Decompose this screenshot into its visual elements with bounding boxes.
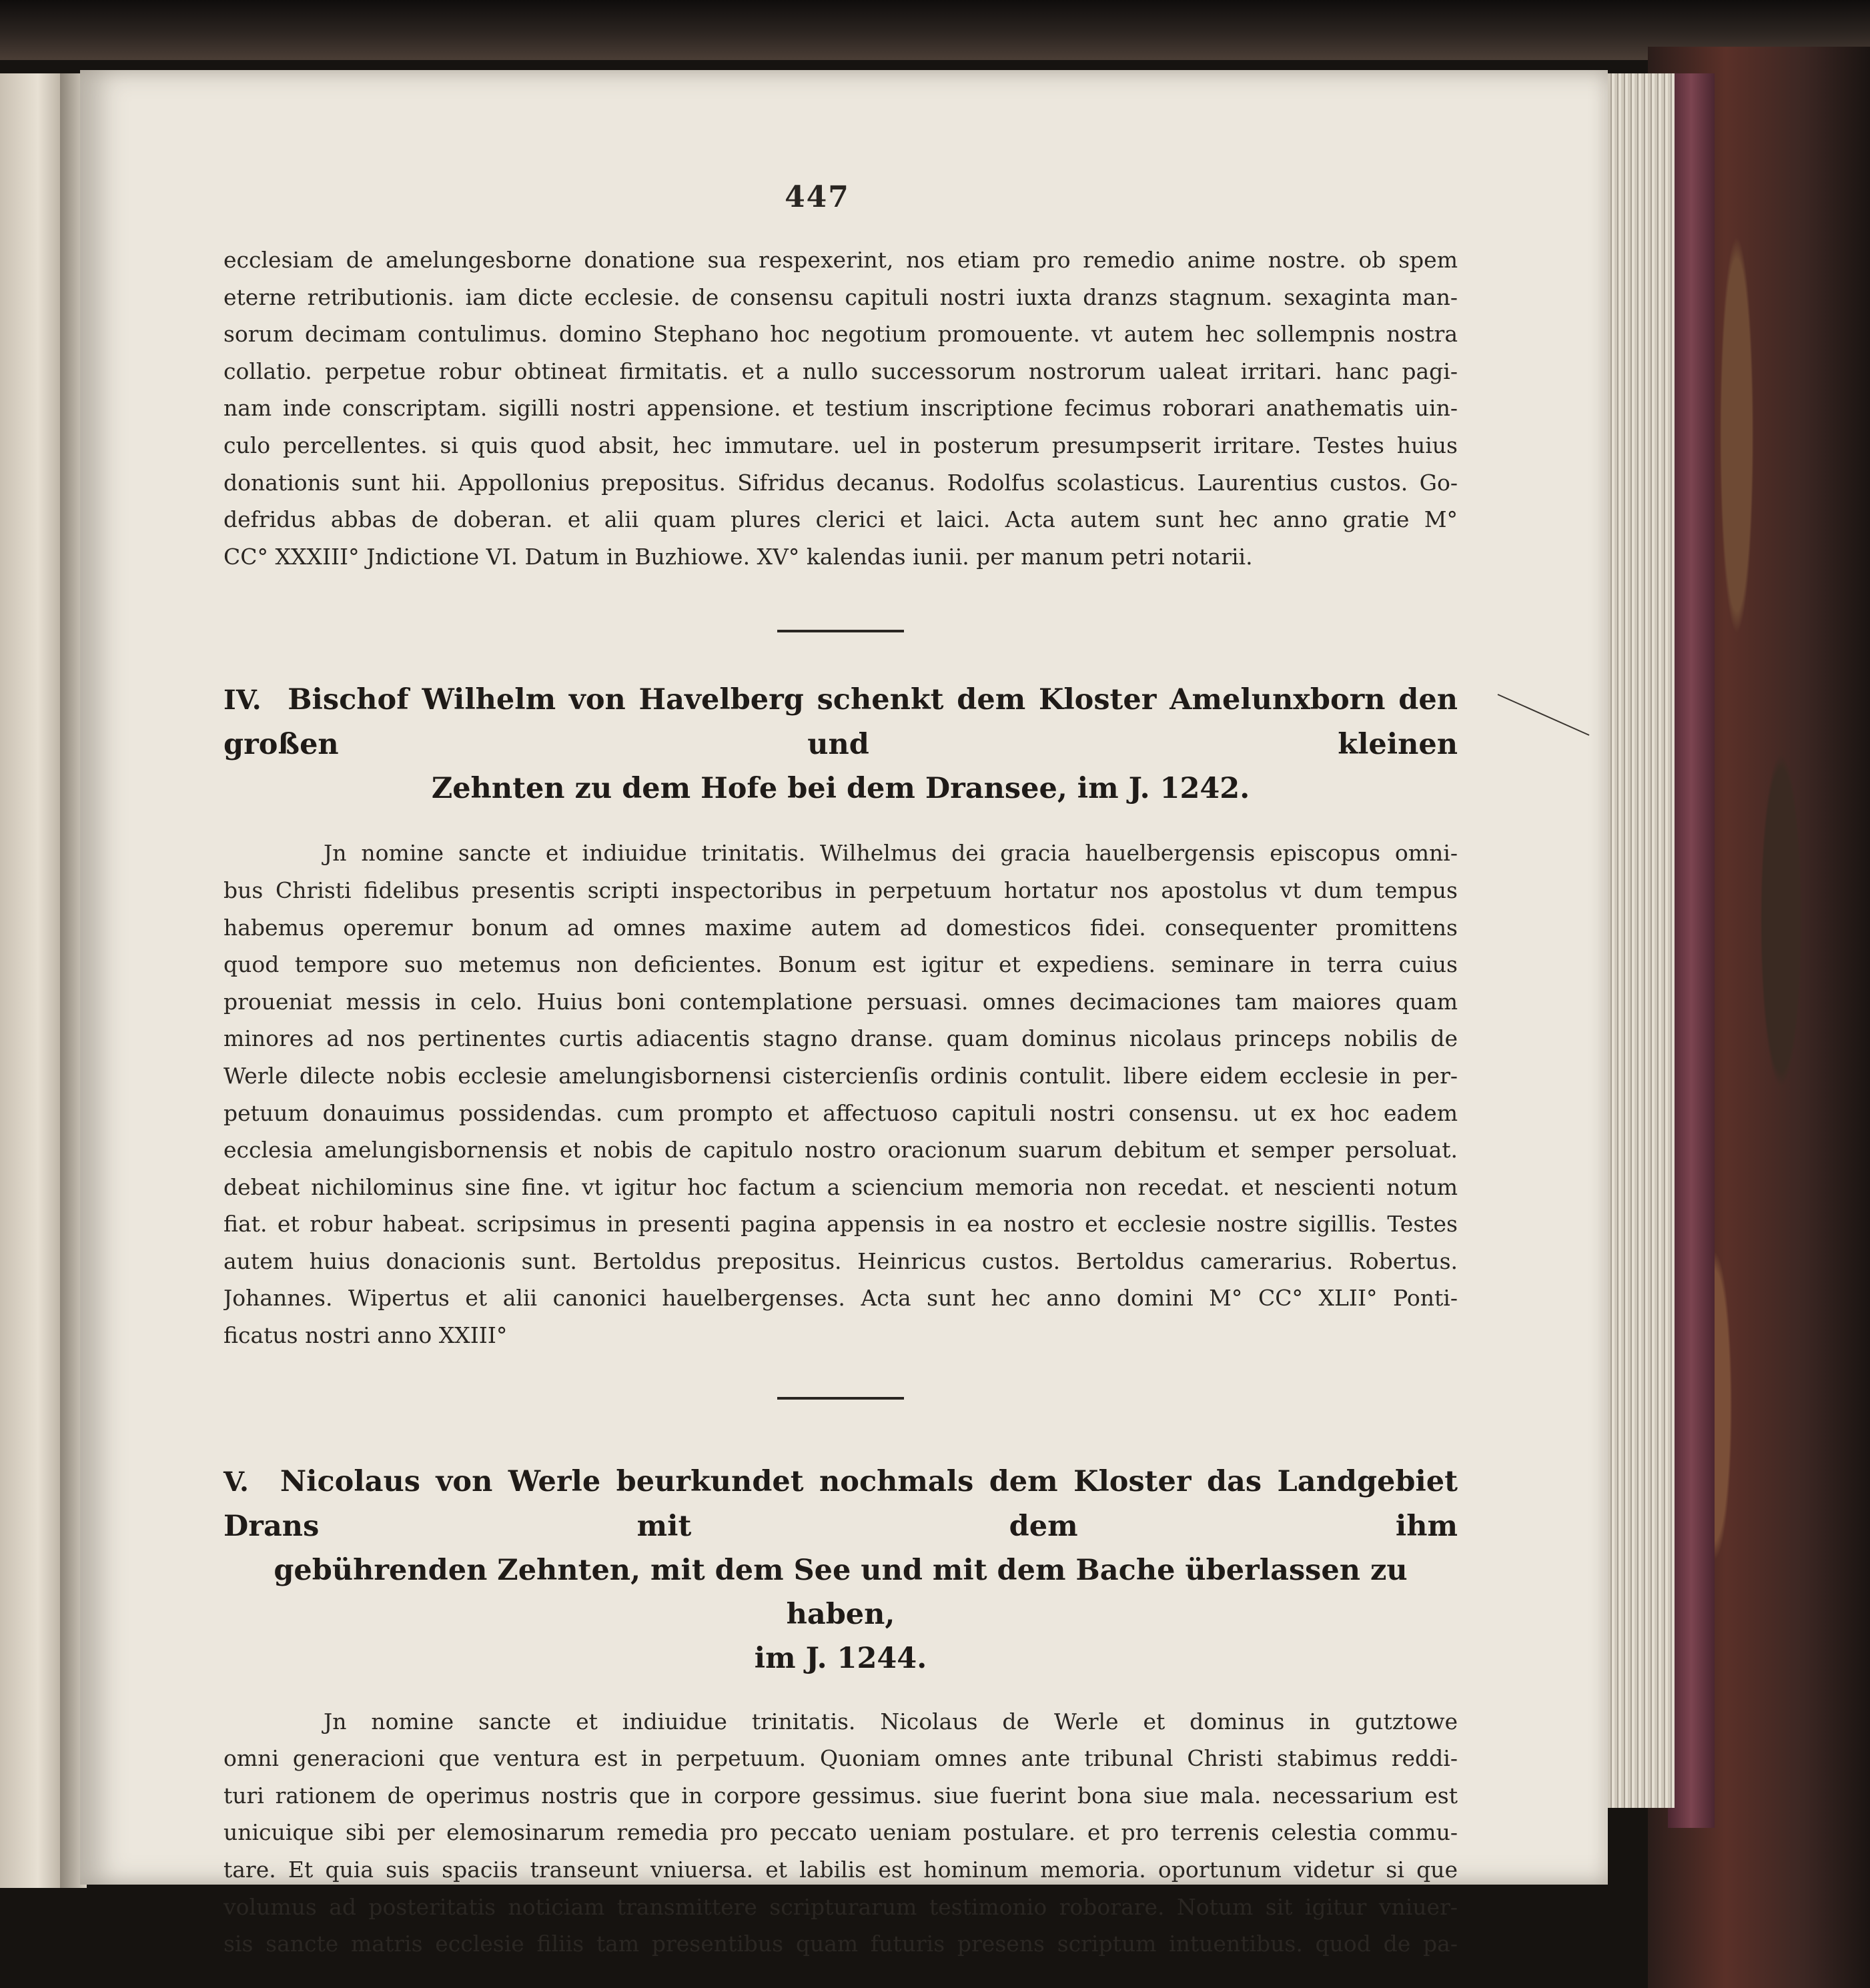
section-title: Bischof Wilhelm von Havelberg schenkt dem Kloster Amelunxborn den großen und kleinen xyxy=(223,683,1458,762)
text-line: proueniat messis in celo. Huius boni contemplatione persuasi. omnes decimaciones tam maiores quam xyxy=(223,988,1458,1015)
text-line: omni generacioni que ventura est in perpetuum. Quoniam omnes ante tribunal Christi stabimus reddi- xyxy=(223,1745,1458,1772)
text-line: quod tempore suo metemus non deficientes. Bonum est igitur et expediens. seminare in terra cuius xyxy=(223,951,1458,978)
section-title-year: im J. 1244. xyxy=(754,1641,927,1675)
text-line: sis sancte matris ecclesie filiis tam presentibus quam futuris presens scriptum intuentibus. quod de pa- xyxy=(223,1931,1458,1957)
text-line: nam inde conscriptam. sigilli nostri appensione. et testium inscriptione fecimus roborari anathematis uin- xyxy=(223,395,1458,422)
leather-spine-strip xyxy=(1668,73,1715,1828)
text-line: tare. Et quia suis spaciis transeunt vniuersa. et labilis est hominum memoria. oportunum videtur si que xyxy=(223,1857,1458,1883)
text-line: unicuique sibi per elemosinarum remedia pro peccato ueniam postulare. et pro terrenis celestia commu- xyxy=(223,1819,1458,1846)
text-line: donationis sunt hii. Appollonius prepositus. Sifridus decanus. Rodolfus scolasticus. Laurentius custos. Go- xyxy=(223,469,1458,496)
text-line: Jn nomine sancte et indiuidue trinitatis. Nicolaus de Werle et dominus in gutztowe xyxy=(324,1708,1458,1734)
section-title-cont: Zehnten zu dem Hofe bei dem Dransee, im J. 1242. xyxy=(431,772,1250,806)
text-line: petuum donauimus possidendas. cum prompto et affectuoso capituli nostri consensu. ut ex hoc eadem xyxy=(223,1099,1458,1126)
text-line: autem huius donacionis sunt. Bertoldus prepositus. Heinricus custos. Bertoldus camerarius. Robertus. xyxy=(223,1248,1458,1274)
text-line: ecclesiam de amelungesborne donatione sua respexerint, nos etiam pro remedio anime nostre. ob spem xyxy=(223,247,1458,273)
section-heading-v xyxy=(223,1460,1458,1680)
text-line: habemus operemur bonum ad omnes maxime autem ad domesticos fidei. consequenter promittens xyxy=(223,914,1458,941)
text-line: minores ad nos pertinentes curtis adiacentis stagno dranse. quam dominus nicolaus princeps nobilis de xyxy=(223,1025,1458,1052)
section-number: IV. xyxy=(223,684,262,716)
section-title: Nicolaus von Werle beurkundet nochmals dem Kloster das Landgebiet Drans mit dem ihm xyxy=(223,1464,1458,1543)
document-continuation xyxy=(223,241,1458,575)
text-line: Werle dilecte nobis ecclesie amelungisbornensi cistercienſis ordinis contulit. libere eidem ecclesie in per- xyxy=(223,1062,1458,1089)
text-line: ecclesia amelungisbornensis et nobis de capitulo nostro oracionum suarum debitum et semper persoluat. xyxy=(223,1137,1458,1163)
section-title-cont: gebührenden Zehnten, mit dem See und mit dem Bache überlassen zu haben, xyxy=(274,1553,1408,1631)
text-line: culo percellentes. si quis quod absit, hec immutare. uel in posterum presumpserit irritare. Testes huius xyxy=(223,432,1458,458)
text-line: debeat nichilominus sine fine. vt igitur hoc factum a sciencium memoria non recedat. et nescienti notum xyxy=(223,1173,1458,1200)
text-line: sorum decimam contulimus. domino Stephano hoc negotium promouente. vt autem hec sollempnis nostra xyxy=(223,321,1458,348)
book-cover-top-edge xyxy=(0,0,1870,60)
page-number: 447 xyxy=(785,180,850,214)
section-number: V. xyxy=(223,1466,249,1498)
text-line: volumus ad posteritatis noticiam transmittere scripturarum testimonio roborare. Notum sit igitur vniuer- xyxy=(223,1893,1458,1920)
page-content xyxy=(223,180,1458,1963)
text-line: fiat. et robur habeat. scripsimus in presenti pagina appensis in ea nostro et ecclesie nostre sigillis. Testes xyxy=(223,1211,1458,1237)
text-line: CC° XXXIII° Jndictione VI. Datum in Buzhiowe. XV° kalendas iunii. per manum petri notarii. xyxy=(223,543,1253,570)
text-line: Jn nomine sancte et indiuidue trinitatis. Wilhelmus dei gracia hauelbergensis episcopus omni- xyxy=(324,840,1458,867)
text-line: ficatus nostri anno XXIII° xyxy=(223,1322,508,1349)
text-line: defridus abbas de doberan. et alii quam plures clerici et laici. Acta autem sunt hec anno gratie M° xyxy=(223,506,1458,533)
text-line: turi rationem de operimus nostris que in corpore gessimus. siue fuerint bona siue mala. necessarium est xyxy=(223,1782,1458,1809)
charter-iv-text xyxy=(223,835,1458,1354)
text-line: eterne retributionis. iam dicte ecclesie. de consensu capituli nostri iuxta dranzs stagnum. sexaginta man- xyxy=(223,284,1458,310)
text-line: collatio. perpetue robur obtineat firmitatis. et a nullo successorum nostrorum ualeat irritari. hanc pagi- xyxy=(223,358,1458,384)
charter-v-text xyxy=(223,1703,1458,1963)
left-page-edge xyxy=(0,73,63,1888)
section-heading-iv xyxy=(223,678,1458,811)
text-line: bus Christi fidelibus presentis scripti inspectoribus in perpetuum hortatur nos apostolus vt dum tempus xyxy=(223,877,1458,903)
text-line: Johannes. Wipertus et alii canonici hauelbergenses. Acta sunt hec anno domini M° CC° XLII° Ponti- xyxy=(223,1285,1458,1312)
